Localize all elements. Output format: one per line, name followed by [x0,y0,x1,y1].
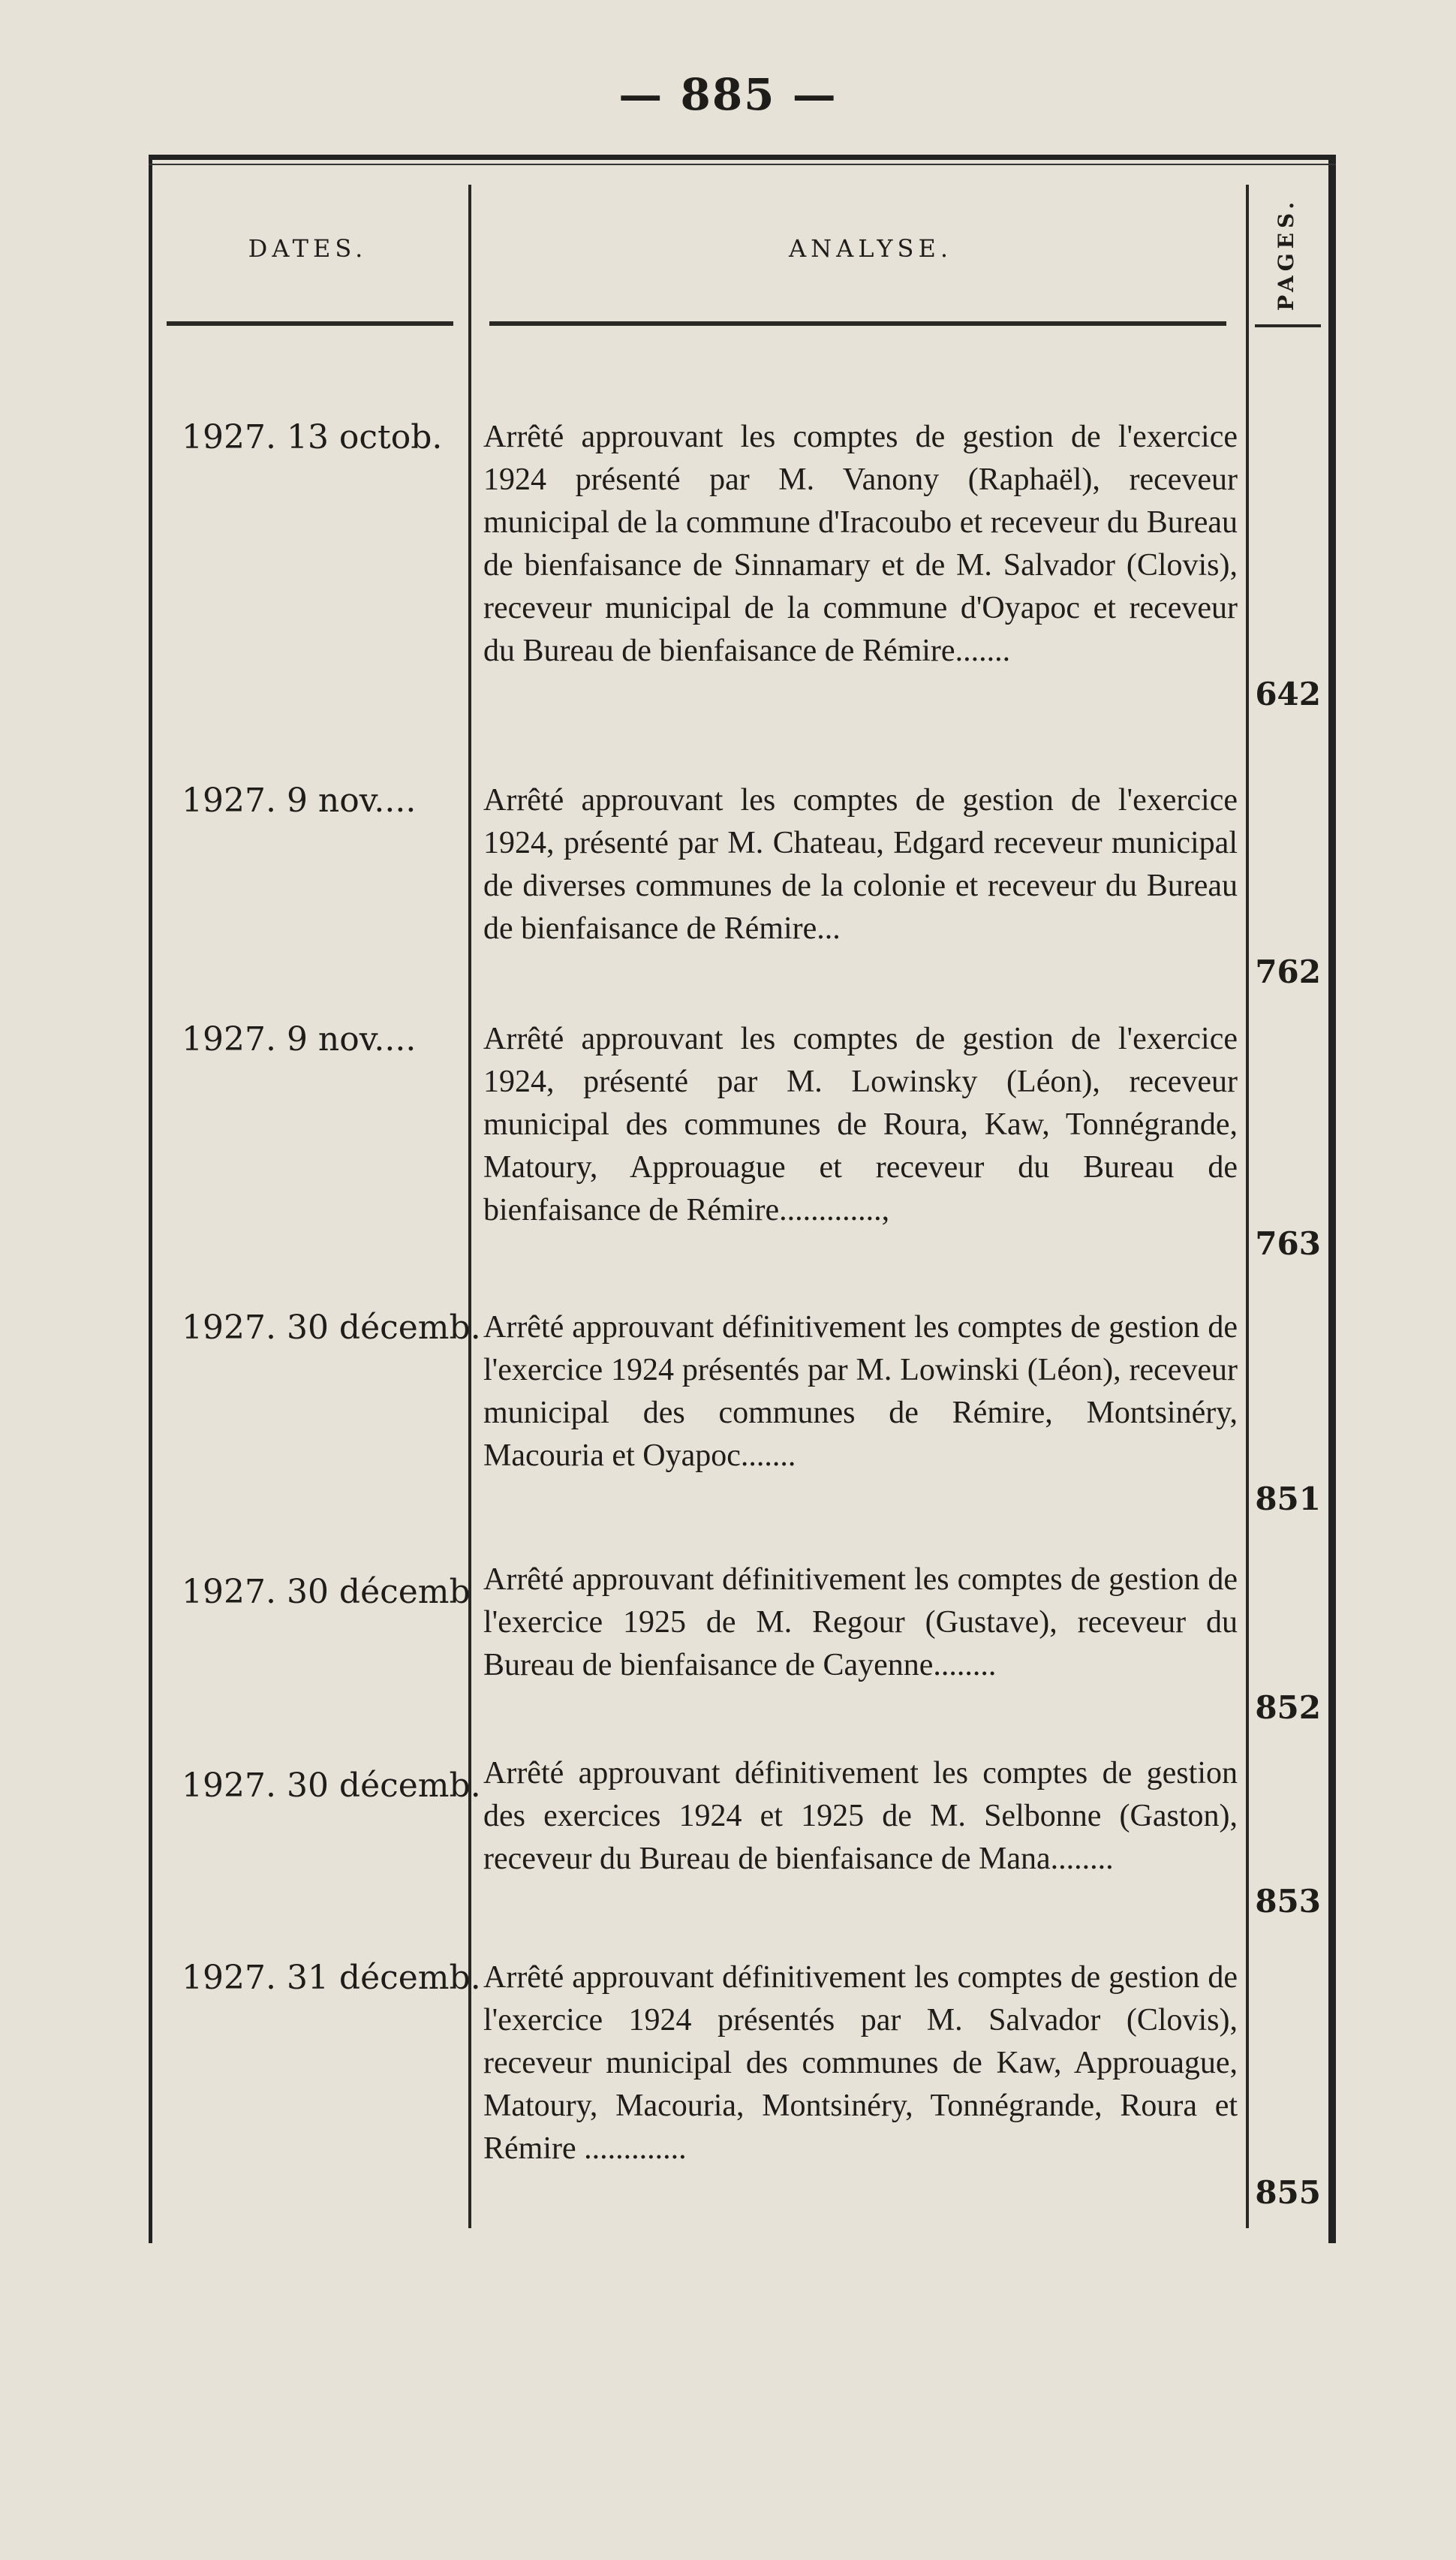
entry-date: 1927. 30 décemb. [182,1309,481,1347]
entry-page: 762 [1255,953,1321,990]
entry-page: 855 [1255,2174,1321,2211]
header-dates: DATES. [248,234,368,263]
entry-page: 763 [1255,1225,1321,1262]
column-divider-dates [468,185,471,2228]
entry-analysis: Arrêté approuvant définitivement les comptes de gestion de l'exercice 1924 présentés par M. Salvador (Clovis), receveur municipal des communes de Kaw, Approuague, Matoury, Macouria, Montsinéry, Tonnégrande, Roura et Rémire ............. [483,1960,1238,2166]
entry-date: 1927. 30 décemb. [182,1766,481,1805]
header-pages [1259,186,1312,321]
header-rule-pages [1255,324,1321,327]
entry-page: 642 [1255,676,1321,712]
entry-page: 852 [1255,1689,1321,1726]
header-analyse: ANALYSE. [789,234,952,263]
entry-analysis: Arrêté approuvant définitivement les comptes de gestion des exercices 1924 et 1925 de M. Selbonne (Gaston), receveur du Bureau de bienfaisance de Mana........ [483,1756,1238,1876]
entry-date: 1927. 9 nov.... [182,782,417,820]
entry-analysis: Arrêté approuvant les comptes de gestion de l'exercice 1924, présenté par M. Chateau, Edgard receveur municipal de diverses communes de la colonie et receveur du Bureau de bienfaisance de Rémire... [483,783,1238,946]
header-pages-label: PAGES. [1273,197,1298,311]
page-number: — 885 — [618,69,838,120]
table-top-rule [149,164,1336,165]
entry-analysis: Arrêté approuvant définitivement les comptes de gestion de l'exercice 1924 présentés par M. Lowinski (Léon), receveur municipal des communes de Rémire, Montsinéry, Macouria et Oyapoc....... [483,1310,1238,1473]
entry-date: 1927. 13 octob. [182,418,443,456]
header-rule-analyse [489,321,1226,326]
entry-date: 1927. 31 décemb. [182,1959,481,1997]
entry-analysis: Arrêté approuvant les comptes de gestion de l'exercice 1924 présenté par M. Vanony (Raphaël), receveur municipal de la commune d'Iracoubo et receveur du Bureau de bienfaisance de Sinnamary et de M. Salvador (Clovis), receveur municipal de la commune d'Oyapoc et receveur du Bureau de bienfaisance de Rémire....... [483,420,1238,668]
header-rule-dates [167,321,453,326]
entry-date: 1927. 30 décemb [182,1573,471,1611]
entry-page: 851 [1255,1480,1321,1517]
entry-page: 853 [1255,1883,1321,1920]
entry-date: 1927. 9 nov.... [182,1020,417,1059]
entry-analysis: Arrêté approuvant les comptes de gestion de l'exercice 1924, présenté par M. Lowinsky (Léon), receveur municipal des communes de Roura, Kaw, Tonnégrande, Matoury, Approuague et receveur du Bureau de bienfaisance de Rémire............., [483,1022,1238,1227]
entry-analysis: Arrêté approuvant définitivement les comptes de gestion de l'exercice 1925 de M. Regour (Gustave), receveur du Bureau de bienfaisance de Cayenne........ [483,1562,1238,1682]
